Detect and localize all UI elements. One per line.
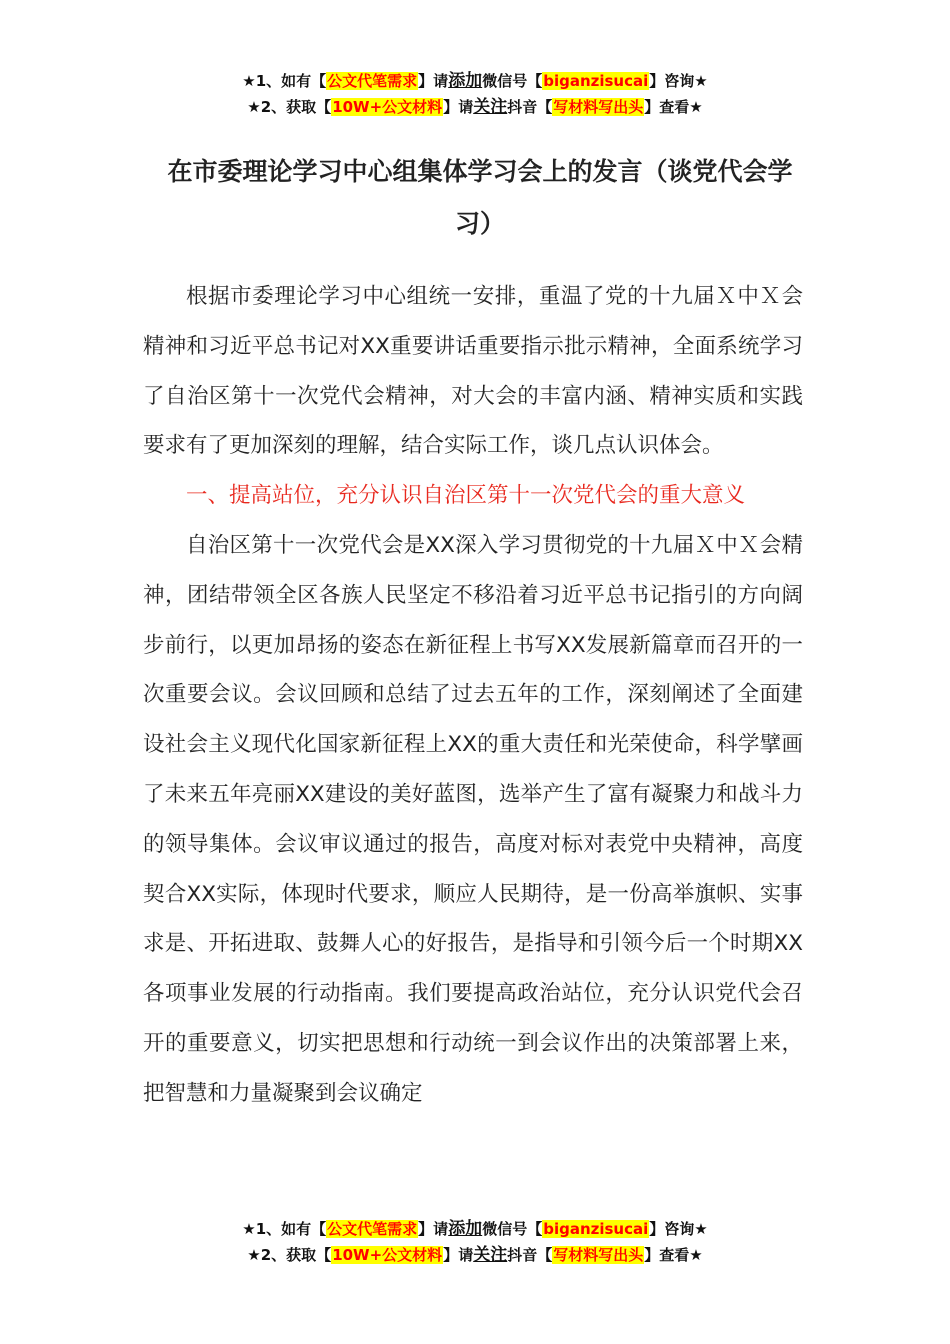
banner-highlight: biganzisucai (543, 72, 649, 90)
banner-highlight: 公文代笔需求 (327, 1220, 418, 1238)
banner-underline: 关注 (473, 97, 508, 117)
bottom-banner (0, 1216, 950, 1268)
banner-line-2 (0, 1242, 950, 1268)
banner-text: 】咨询★ (649, 1220, 708, 1238)
banner-text: 】请 (418, 72, 449, 90)
banner-text: 抖音【 (507, 1246, 553, 1264)
document-title: 在市委理论学习中心组集体学习会上的发言（谈党代会学习） (167, 157, 793, 238)
banner-highlight: 公文代笔需求 (327, 72, 418, 90)
top-banner (0, 68, 950, 120)
banner-underline: 添加 (448, 1219, 483, 1239)
banner-text: 】咨询★ (649, 72, 708, 90)
banner-text: 微信号【 (482, 1220, 543, 1238)
banner-text: 】查看★ (644, 98, 703, 116)
section-heading: 一、提高站位，充分认识自治区第十一次党代会的重大意义 (186, 483, 746, 509)
section-paragraph: 自治区第十一次党代会是XX深入学习贯彻党的十九届Ｘ中Ｘ会精神，团结带领全区各族人民坚定不移沿着习近平总书记指引的方向阔步前行，以更加昂扬的姿态在新征程上书写XX发展新篇章而召开的一次重要会议。会议回顾和总结了过去五年的工作，深刻阐述了全面建设社会主义现代化国家新征程上XX的重大责任和光荣使命，科学擘画了未来五年亮丽XX建设的美好蓝图，选举产生了富有凝聚力和战斗力的领导集体。会议审议通过的报告，高度对标对表党中央精神，高度契合XX实际，体现时代要求，顺应人民期待，是一份高举旗帜、实事求是、开拓进取、鼓舞人心的好报告，是指导和引领今后一个时期XX各项事业发展的行动指南。我们要提高政治站位，充分认识党代会召开的重要意义，切实把思想和行动统一到会议作出的决策部署上来，把智慧和力量凝聚到会议确定 (143, 532, 803, 1106)
banner-highlight: biganzisucai (543, 1220, 649, 1238)
banner-text: 】请 (418, 1220, 449, 1238)
banner-text: 】查看★ (644, 1246, 703, 1264)
intro-paragraph: 根据市委理论学习中心组统一安排，重温了党的十九届Ｘ中Ｘ会精神和习近平总书记对XX重要讲话重要指示批示精神，全面系统学习了自治区第十一次党代会精神，对大会的丰富内涵、精神实质和实践要求有了更加深刻的理解，结合实际工作，谈几点认识体会。 (143, 284, 803, 459)
banner-highlight: 写材料写出头 (553, 98, 644, 116)
banner-underline: 关注 (473, 1245, 508, 1265)
banner-line-1 (0, 68, 950, 94)
banner-highlight: 写材料写出头 (553, 1246, 644, 1264)
banner-text: 】请 (443, 98, 474, 116)
banner-highlight: 10W+公文材料 (332, 98, 443, 116)
banner-text: 】请 (443, 1246, 474, 1264)
banner-text: ★2、获取【 (247, 98, 332, 116)
banner-highlight: 10W+公文材料 (332, 1246, 443, 1264)
banner-text: ★2、获取【 (247, 1246, 332, 1264)
banner-text: 微信号【 (482, 72, 543, 90)
banner-line-1 (0, 1216, 950, 1242)
document-body (143, 272, 803, 1119)
banner-text: 抖音【 (507, 98, 553, 116)
banner-line-2 (0, 94, 950, 120)
banner-text: ★1、如有【 (242, 1220, 327, 1238)
banner-text: ★1、如有【 (242, 72, 327, 90)
banner-underline: 添加 (448, 71, 483, 91)
